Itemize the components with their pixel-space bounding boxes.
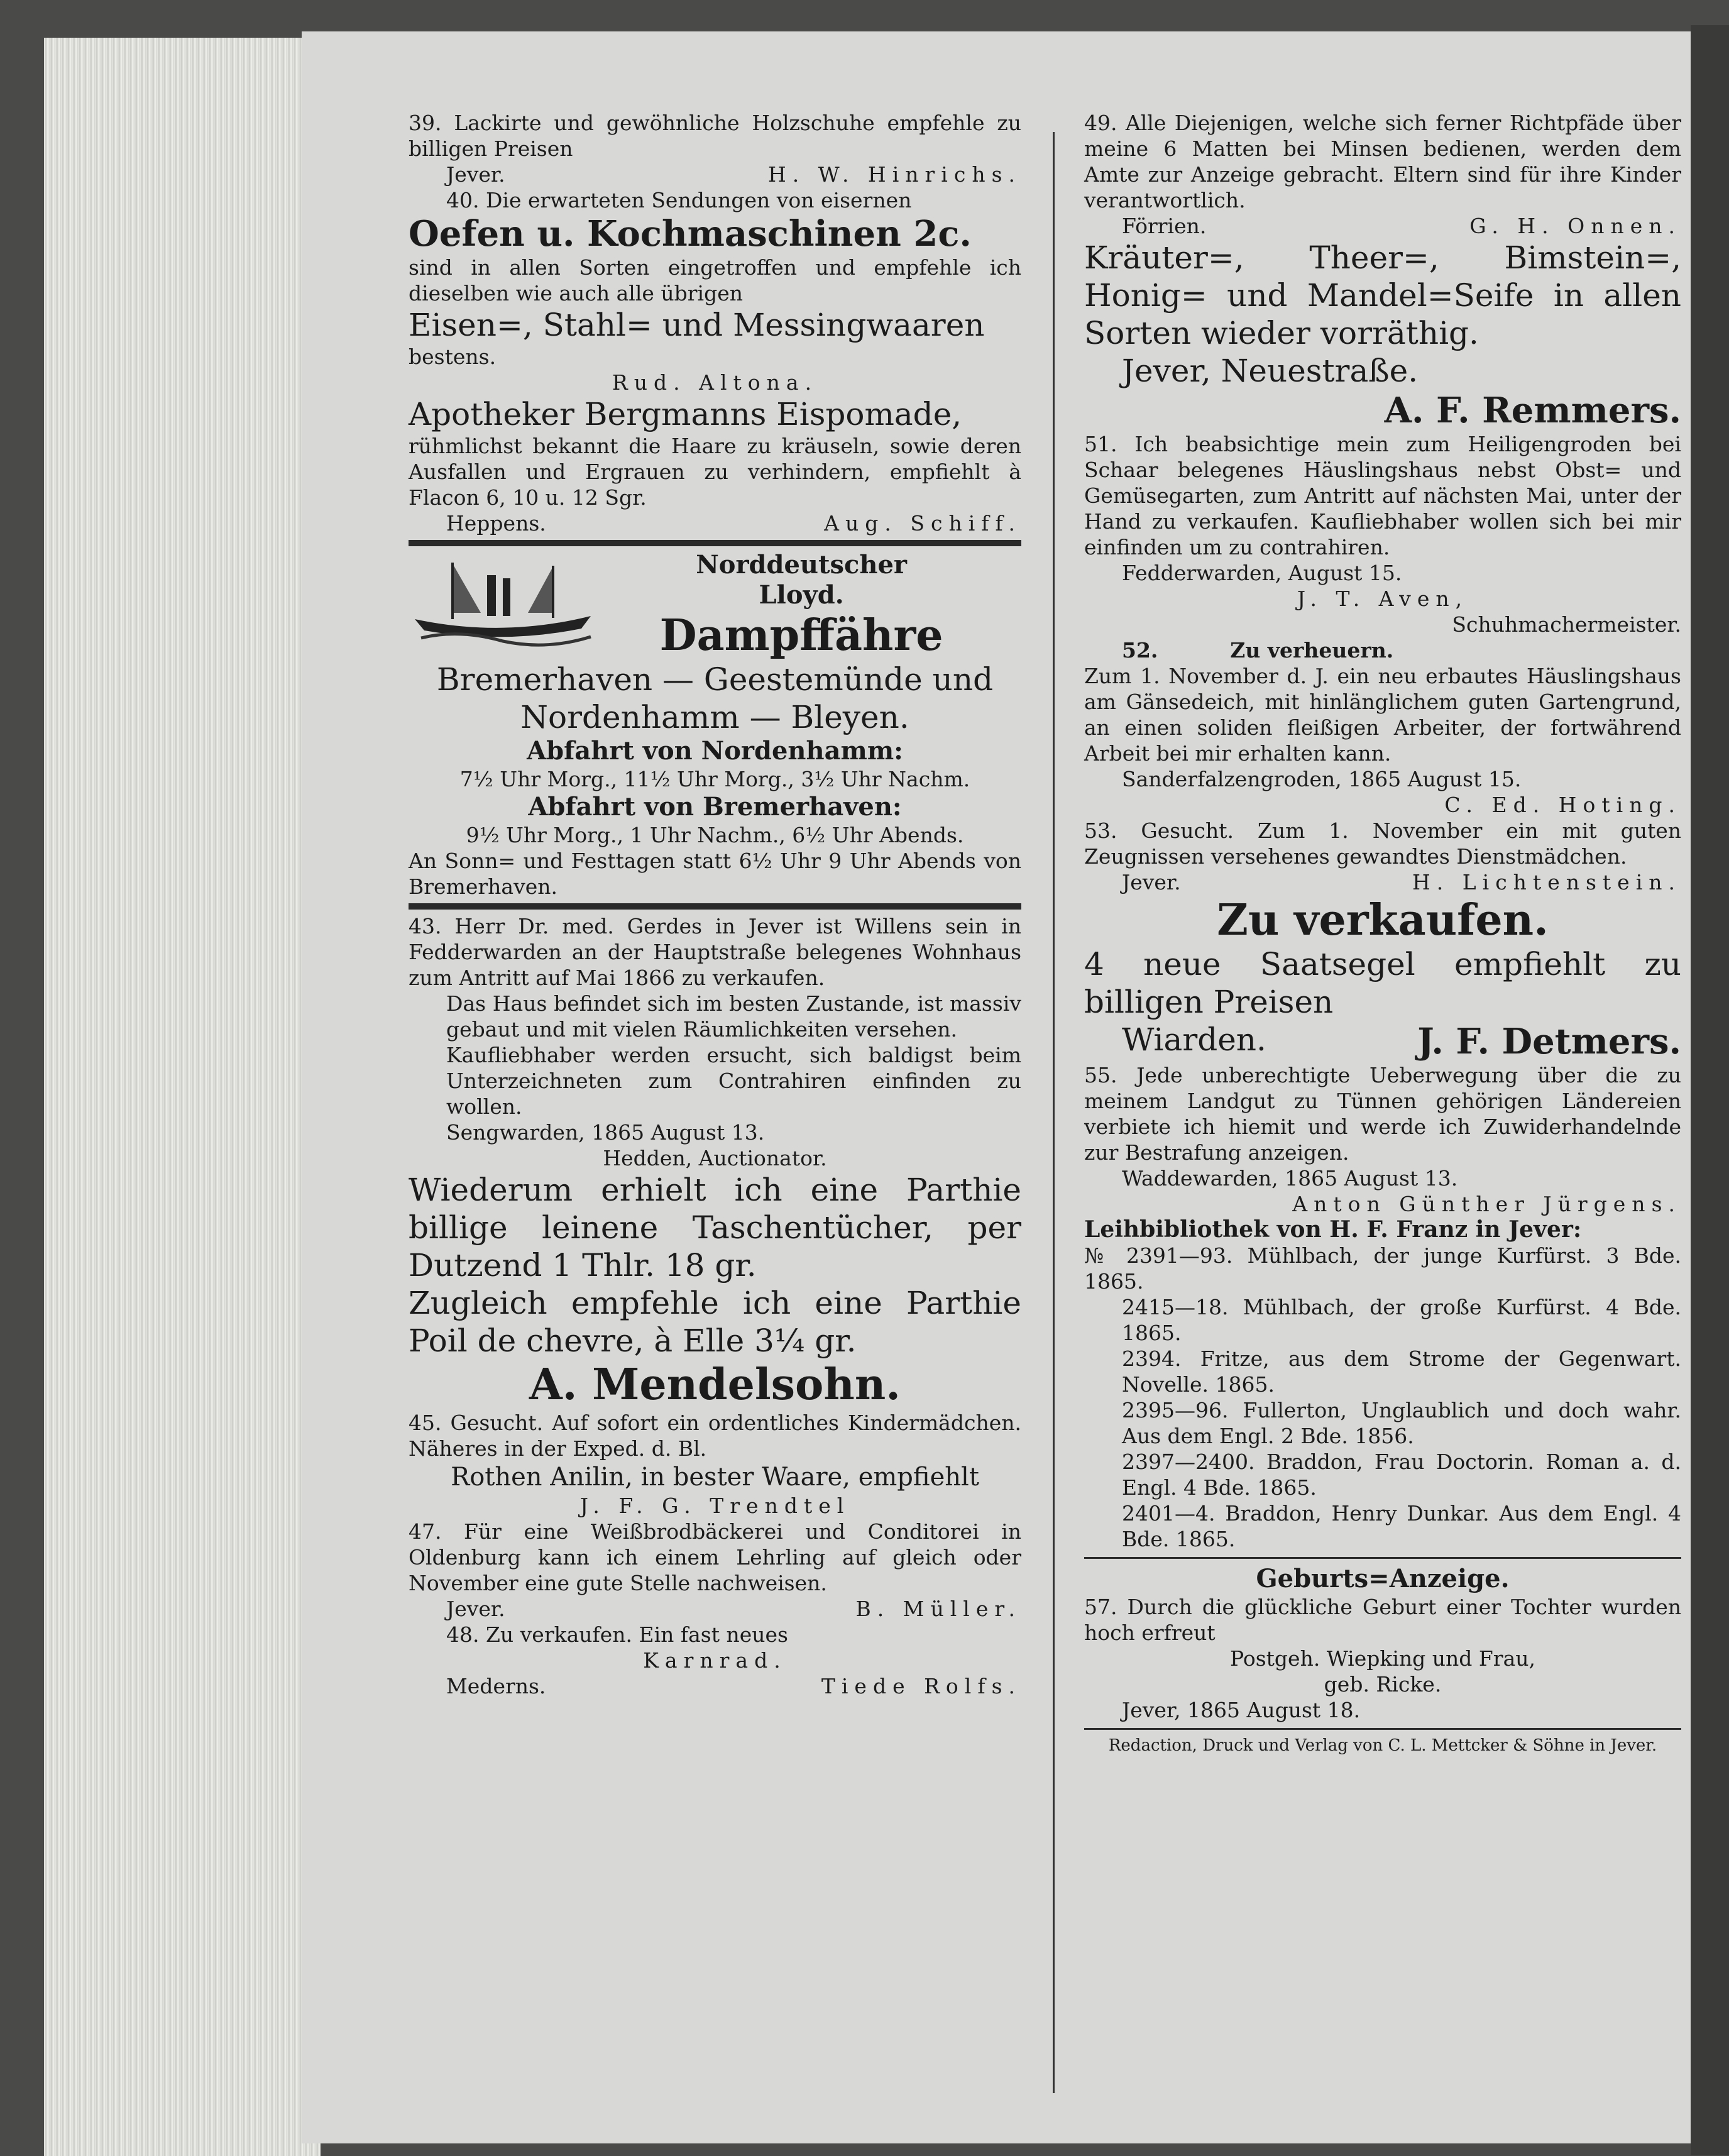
ad-41-signature bbox=[409, 510, 1021, 536]
ad-47-name: B. Müller. bbox=[855, 1597, 1021, 1621]
ad-40-text: sind in allen Sorten eingetroffen und empfehle ich dieselben wie auch alle übrigen bbox=[409, 255, 1021, 305]
ad-54-name: J. F. Detmers. bbox=[1417, 1021, 1681, 1062]
ad-46-text: Rothen Anilin, in bester Waare, empfiehlt bbox=[451, 1463, 979, 1492]
birth-name-1: Postgeh. Wiepking und Frau, bbox=[1230, 1646, 1535, 1671]
ad-48-item: Karnrad. bbox=[643, 1648, 787, 1673]
ad-54-text: 4 neue Saatsegel empfiehlt zu billigen Preisen bbox=[1084, 946, 1681, 1020]
ad-49-signature bbox=[1084, 213, 1681, 239]
ad-54-place: Wiarden. bbox=[1122, 1021, 1266, 1058]
ad-47-signature bbox=[409, 1596, 1021, 1622]
lloyd-departure-1-times: 7½ Uhr Morg., 11½ Uhr Morg., 3½ Uhr Nachm. bbox=[459, 767, 970, 791]
birth-top-rule bbox=[1084, 1557, 1681, 1559]
ad-39-signature bbox=[409, 162, 1021, 187]
birth-name-2: geb. Ricke. bbox=[1324, 1672, 1442, 1697]
ad-51-text: 51. Ich beabsichtige mein zum Heiligengroden bei Schaar belegenes Häuslingshaus nebst Obst= und Gemüsegarten, zum Antritt auf nächsten Mai, unter der Hand zu verkaufen. Kaufliebhaber wollen sich bei mir einfinden um zu contrahiren. bbox=[1084, 432, 1681, 559]
ad-55-date: Waddewarden, 1865 August 13. bbox=[1122, 1166, 1458, 1191]
ad-52-name: C. Ed. Hoting. bbox=[1444, 793, 1681, 817]
book-spine bbox=[1691, 25, 1729, 2155]
ad-44-text-2: Zugleich empfehle ich eine Parthie Poil de chevre, à Elle 3¼ gr. bbox=[409, 1285, 1021, 1359]
ad-44-name: A. Mendelsohn. bbox=[529, 1360, 901, 1410]
ad-43-name: Hedden, Auctionator. bbox=[603, 1146, 827, 1170]
ad-40-intro: 40. Die erwarteten Sendungen von eisernen bbox=[446, 188, 912, 212]
ad-43-text-3: Kaufliebhaber werden ersucht, sich baldigst beim Unterzeichneten zum Contrahiren einfinden zu wollen. bbox=[446, 1043, 1021, 1119]
ad-48-text: 48. Zu verkaufen. Ein fast neues bbox=[446, 1622, 788, 1647]
column-divider bbox=[1053, 132, 1055, 2093]
left-column bbox=[409, 110, 1021, 1699]
ad-55-name: Anton Günther Jürgens. bbox=[1292, 1192, 1681, 1216]
ad-46-name: J. F. G. Trendtel bbox=[579, 1493, 850, 1518]
ad-51-date: Fedderwarden, August 15. bbox=[1122, 561, 1402, 585]
birth-date: Jever, 1865 August 18. bbox=[1122, 1698, 1361, 1722]
ad-53-name: H. Lichtenstein. bbox=[1412, 870, 1681, 894]
lloyd-route-1: Bremerhaven — Geestemünde und bbox=[436, 661, 994, 698]
library-item: 2415—18. Mühlbach, der große Kurfürst. 4 Bde. 1865. bbox=[1122, 1295, 1681, 1345]
ad-49-place: Förrien. bbox=[1122, 214, 1207, 238]
lloyd-title-2: Lloyd. bbox=[759, 580, 844, 610]
lloyd-top-rule bbox=[409, 540, 1021, 546]
steamship-illustration bbox=[409, 550, 597, 651]
ad-53-place: Jever. bbox=[1122, 870, 1181, 894]
lloyd-route-2: Nordenhamm — Bleyen. bbox=[520, 699, 909, 735]
ad-50-name: A. F. Remmers. bbox=[1384, 390, 1681, 431]
ad-39-place: Jever. bbox=[446, 162, 505, 187]
ad-47-text: 47. Für eine Weißbrodbäckerei und Conditorei in Oldenburg kann ich einem Lehrling auf gleich oder November eine gute Stelle nachweisen. bbox=[409, 1519, 1021, 1595]
ad-47-place: Jever. bbox=[446, 1597, 505, 1621]
library-item: № 2391—93. Mühlbach, der junge Kurfürst. 3 Bde. 1865. bbox=[1084, 1243, 1681, 1294]
ad-51-role: Schuhmachermeister. bbox=[1452, 612, 1681, 637]
lloyd-departure-2-heading: Abfahrt von Bremerhaven: bbox=[528, 792, 902, 822]
imprint-rule bbox=[1084, 1728, 1681, 1730]
lloyd-title-3: Dampffähre bbox=[659, 610, 943, 661]
ad-49-text: 49. Alle Diejenigen, welche sich ferner Richtpfäde über meine 6 Matten bei Minsen bedienen, werden dem Amte zur Anzeige gebracht. Eltern sind für ihre Kinder verantwortlich. bbox=[1084, 111, 1681, 212]
ad-40-headline-2: Eisen=, Stahl= und Messingwaaren bbox=[409, 307, 985, 343]
library-item: 2401—4. Braddon, Henry Dunkar. Aus dem Engl. 4 Bde. 1865. bbox=[1122, 1501, 1681, 1551]
ad-40-end: bestens. bbox=[409, 344, 497, 369]
ad-54-heading: Zu verkaufen. bbox=[1217, 895, 1549, 945]
ad-51-name: J. T. Aven, bbox=[1297, 586, 1469, 611]
ad-52-heading: 52. Zu verheuern. bbox=[1122, 638, 1394, 663]
right-column bbox=[1084, 110, 1681, 1756]
lloyd-bottom-rule bbox=[409, 903, 1021, 910]
ad-41-place: Heppens. bbox=[446, 511, 546, 536]
ad-39-text: 39. Lackirte und gewöhnliche Holzschuhe empfehle zu billigen Preisen bbox=[409, 111, 1021, 161]
birth-heading: Geburts=Anzeige. bbox=[1256, 1564, 1510, 1593]
ad-45-text: 45. Gesucht. Auf sofort ein ordentliches Kindermädchen. Näheres in der Exped. d. Bl. bbox=[409, 1411, 1021, 1461]
ad-39-name: H. W. Hinrichs. bbox=[768, 162, 1021, 187]
lloyd-titles bbox=[600, 550, 1002, 661]
ad-53-signature bbox=[1084, 869, 1681, 895]
ad-40-headline: Oefen u. Kochmaschinen 2c. bbox=[409, 213, 972, 255]
library-heading: Leihbibliothek von H. F. Franz in Jever: bbox=[1084, 1216, 1582, 1243]
library-item: 2394. Fritze, aus dem Strome der Gegenwart. Novelle. 1865. bbox=[1122, 1346, 1681, 1397]
ad-41-name: Aug. Schiff. bbox=[824, 511, 1021, 536]
ad-48-name: Tiede Rolfs. bbox=[821, 1674, 1021, 1698]
ad-41-text: rühmlichst bekannt die Haare zu kräuseln, sowie deren Ausfallen und Ergrauen zu verhindern, empfiehlt à Flacon 6, 10 u. 12 Sgr. bbox=[409, 434, 1021, 510]
ad-54-signature bbox=[1084, 1021, 1681, 1062]
lloyd-header bbox=[409, 550, 1021, 661]
lloyd-departure-1-heading: Abfahrt von Nordenhamm: bbox=[527, 736, 903, 766]
ad-43-text: 43. Herr Dr. med. Gerdes in Jever ist Willens sein in Fedderwarden an der Hauptstraße belegenes Wohnhaus zum Antritt auf Mai 1866 zu verkaufen. bbox=[409, 914, 1021, 990]
ad-55-text: 55. Jede unberechtigte Ueberwegung über die zu meinem Landgut zu Tünnen gehörigen Ländereien verbiete ich hiemit und werde ich Zuwiderhandelnde zur Bestrafung anzeigen. bbox=[1084, 1063, 1681, 1165]
ad-53-text: 53. Gesucht. Zum 1. November ein mit guten Zeugnissen versehenes gewandtes Dienstmädchen. bbox=[1084, 818, 1681, 869]
lloyd-departure-2-times: 9½ Uhr Morg., 1 Uhr Nachm., 6½ Uhr Abends. bbox=[466, 823, 964, 847]
lloyd-note: An Sonn= und Festtagen statt 6½ Uhr 9 Uhr Abends von Bremerhaven. bbox=[409, 849, 1021, 899]
book-page-edges bbox=[44, 38, 321, 2156]
ad-50-place: Jever, Neuestraße. bbox=[1122, 353, 1419, 389]
ad-52-date: Sanderfalzengroden, 1865 August 15. bbox=[1122, 767, 1522, 791]
lloyd-title-1: Norddeutscher bbox=[696, 550, 907, 580]
ad-43-text-2: Das Haus befindet sich im besten Zustande, ist massiv gebaut und mit vielen Räumlichkeiten versehen. bbox=[446, 991, 1021, 1042]
ad-48-signature bbox=[409, 1673, 1021, 1699]
ad-48-place: Mederns. bbox=[446, 1674, 546, 1698]
ad-52-text: Zum 1. November d. J. ein neu erbautes Häuslingshaus am Gänsedeich, mit hinlänglichem guten Gartengrund, an einen soliden fleißigen Arbeiter, der fortwährend Arbeit bei mir erhalten kann. bbox=[1084, 664, 1681, 766]
ad-43-date: Sengwarden, 1865 August 13. bbox=[446, 1120, 765, 1145]
ad-40-name: Rud. Altona. bbox=[612, 370, 818, 395]
birth-text: 57. Durch die glückliche Geburt einer Tochter wurden hoch erfreut bbox=[1084, 1595, 1681, 1645]
ad-41-headline: Apotheker Bergmanns Eispomade, bbox=[409, 396, 962, 432]
ad-49-name: G. H. Onnen. bbox=[1469, 214, 1681, 238]
library-item: 2395—96. Fullerton, Unglaublich und doch wahr. Aus dem Engl. 2 Bde. 1856. bbox=[1122, 1398, 1681, 1448]
ad-44-text: Wiederum erhielt ich eine Parthie billige leinene Taschentücher, per Dutzend 1 Thlr. 18 gr. bbox=[409, 1172, 1021, 1284]
imprint: Redaction, Druck und Verlag von C. L. Mettcker & Söhne in Jever. bbox=[1108, 1736, 1657, 1755]
ad-50-text: Kräuter=, Theer=, Bimstein=, Honig= und Mandel=Seife in allen Sorten wieder vorräthig. bbox=[1084, 239, 1681, 351]
library-item: 2397—2400. Braddon, Frau Doctorin. Roman a. d. Engl. 4 Bde. 1865. bbox=[1122, 1449, 1681, 1500]
